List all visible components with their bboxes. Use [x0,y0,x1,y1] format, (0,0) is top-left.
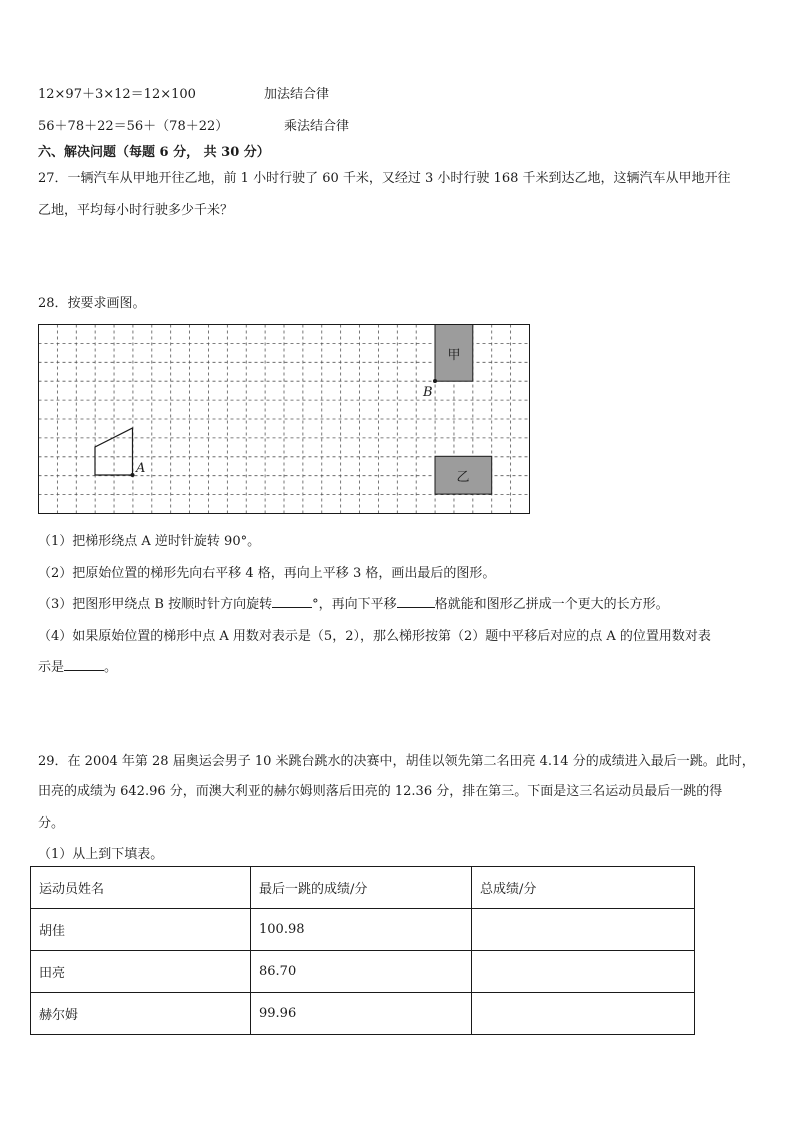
q29-text-line-1: 29．在 2004 年第 28 届奥运会男子 10 米跳台跳水的决赛中，胡佳以领先第二名田亮 4.14 分的成绩进入最后一跳。此时， [38,754,755,769]
q27-text-line-2: 乙地，平均每小时行驶多少千米？ [38,203,234,218]
score-table [30,866,695,1035]
q29-text-line-2: 田亮的成绩为 642.96 分，而澳大利亚的赫尔姆则落后田亮的 12.36 分，排在第三。下面是这三名运动员最后一跳的得 [38,784,723,799]
point-b [433,379,437,383]
q28-sub-3-part-3: 格就能和图形乙拼成一个更大的长方形。 [434,597,669,612]
last-jump-score-cell: 99.96 [251,993,472,1035]
q28-sub-4-line-1: （4）如果原始位置的梯形中点 A 用数对表示是（5，2），那么梯形按第（2）题中平移后对应的点 A 的位置用数对表 [38,629,711,644]
total-score-cell[interactable] [472,951,695,993]
shape-jia-label: 甲 [447,348,461,363]
table-header-cell: 最后一跳的成绩/分 [251,867,472,909]
table-row [31,993,695,1035]
athlete-name-cell: 赫尔姆 [31,993,251,1035]
shape-yi-label: 乙 [456,470,470,485]
point-b-label: B [423,385,433,400]
total-score-cell[interactable] [472,993,695,1035]
total-score-cell[interactable] [472,909,695,951]
prev-item-expression-2: 56＋78＋22＝56＋（78＋22） [38,119,229,134]
q28-sub-3-part-2: °，再向下平移 [312,597,397,612]
table-header-cell: 运动员姓名 [31,867,251,909]
q28-grid-figure [38,324,530,515]
last-jump-score-cell: 86.70 [251,951,472,993]
prev-item-law-2: 乘法结合律 [284,119,350,134]
q27-text-line-1: 27．一辆汽车从甲地开往乙地，前 1 小时行驶了 60 千米，又经过 3 小时行驶 168 千米到达乙地，这辆汽车从甲地开往 [38,171,731,186]
q28-sub-4-line-2 [38,656,117,675]
table-row [31,909,695,951]
answer-blank-pair[interactable] [64,656,104,671]
prev-item-expression-1: 12×97＋3×12＝12×100 [38,87,196,102]
answer-blank-rotation[interactable] [272,593,312,608]
q28-sub-4-part-1: 示是 [38,660,65,675]
table-header-row [31,867,695,909]
q28-sub-3 [38,593,669,612]
prev-item-law-1: 加法结合律 [264,87,330,102]
q29-sub-1: （1）从上到下填表。 [38,847,164,862]
table-row [31,951,695,993]
q28-sub-1: （1）把梯形绕点 A 逆时针旋转 90°。 [38,534,261,549]
athlete-name-cell: 田亮 [31,951,251,993]
q28-sub-3-part-1: （3）把图形甲绕点 B 按顺时针方向旋转 [38,597,273,612]
last-jump-score-cell: 100.98 [251,909,472,951]
point-a [131,473,135,477]
answer-blank-translation[interactable] [397,593,435,608]
q29-text-line-3: 分。 [38,816,65,831]
q28-sub-2: （2）把原始位置的梯形先向右平移 4 格，再向上平移 3 格，画出最后的图形。 [38,566,496,581]
q28-title: 28．按要求画图。 [38,296,146,311]
section-title: 六、解决问题（每题 6 分， 共 30 分） [38,145,270,160]
point-a-label: A [136,461,146,476]
q28-sub-4-part-2: 。 [104,660,118,675]
table-header-cell: 总成绩/分 [472,867,695,909]
athlete-name-cell: 胡佳 [31,909,251,951]
